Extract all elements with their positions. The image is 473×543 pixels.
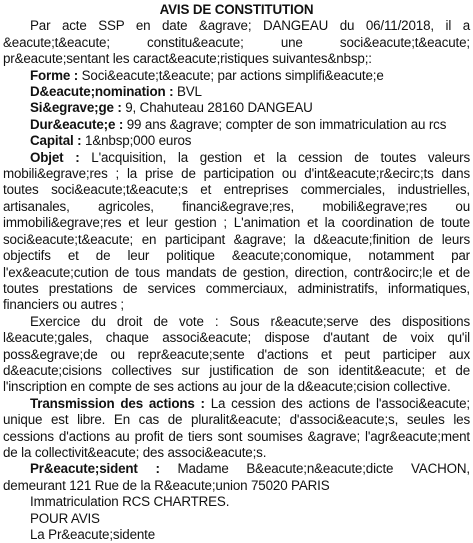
forme-line [3,68,470,84]
immatriculation-line: Immatriculation RCS CHARTRES. [30,494,230,510]
objet-label: Objet : [30,149,80,165]
forme-value: Soci&eacute;t&eacute; par actions simplifi&eacute;e [78,67,384,83]
siege-line [3,100,470,116]
forme-label: Forme : [30,67,79,83]
denomination-value: BVL [173,84,202,100]
denomination-line [3,84,470,100]
capital-value: 1&nbsp;000 euros [81,133,192,149]
notice-title: AVIS DE CONSTITUTION [159,2,314,17]
president-paragraph [3,461,470,494]
intro-paragraph: Par acte SSP en date &agrave; DANGEAU du 06/11/2018, il a &eacute;t&eacute; constitu&eacute; une soci&eacute;t&eacute; pr&eacute;sentant les caract&eacute;ristiques suivantes&nbsp;: [3,18,470,67]
signature-line: La Pr&eacute;sidente [30,527,156,542]
capital-line [3,133,470,149]
vote-paragraph: Exercice du droit de vote : Sous r&eacute;serve des dispositions l&eacute;gales, chaque associ&eacute; dispose d'autant de voix qu'il poss&egrave;de ou repr&eacute;sente d'actions et peut participer aux d&eacute;cisions collectives sur justification de son identit&eacute; et de l'inscription en compte de ses actions au jour de la d&eacute;cision collective. [3,313,470,395]
siege-label: Si&egrave;ge : [30,100,122,116]
denomination-label: D&eacute;nomination : [30,84,174,100]
siege-value: 9, Chahuteau 28160 DANGEAU [121,100,313,116]
pour-avis-line: POUR AVIS [30,510,100,526]
transmission-value: La cession des actions de l'associ&eacute; unique est libre. En cas de pluralit&eacute; d'associ&eacute;s, seules les cessions d'actions au profit de tiers sont soumises &agrave; l'agr&eacute;ment de la collectivit&eacute; des associ&eacute;s. [3,395,470,460]
transmission-label: Transmission des actions : [30,395,205,411]
transmission-paragraph [3,396,470,462]
duree-line [3,117,470,133]
duree-label: Dur&eacute;e : [30,116,124,132]
objet-paragraph [3,150,470,314]
duree-value: 99 ans &agrave; compter de son immatriculation au rcs [123,116,447,132]
objet-value: L'acquisition, la gestion et la cession de toutes valeurs mobili&egrave;res ; la prise de participation ou d'int&eacute;r&ecirc;ts dans toutes soci&eacute;t&eacute;s et entreprises commerciales, industrielles, artisanales, agricoles, financi&egrave;res, mobili&egrave;res ou immobili&egrave;res et leur gestion ; L'animation et la coordination de toute soci&eacute;t&eacute; en participant &agrave; la d&eacute;finition de leurs objectifs et de leur politique &eacute;conomique, notamment par l'ex&eacute;cution de tous mandats de gestion, direction, contr&ocirc;le et de toutes prestations de services commerciaux, administratifs, informatiques, financiers ou autres ; [3,149,470,313]
capital-label: Capital : [30,133,82,149]
president-value: Madame B&eacute;n&eacute;dicte VACHON, demeurant 121 Rue de la R&eacute;union 75020 PARIS [3,461,470,493]
president-label: Pr&eacute;sident : [30,461,160,477]
